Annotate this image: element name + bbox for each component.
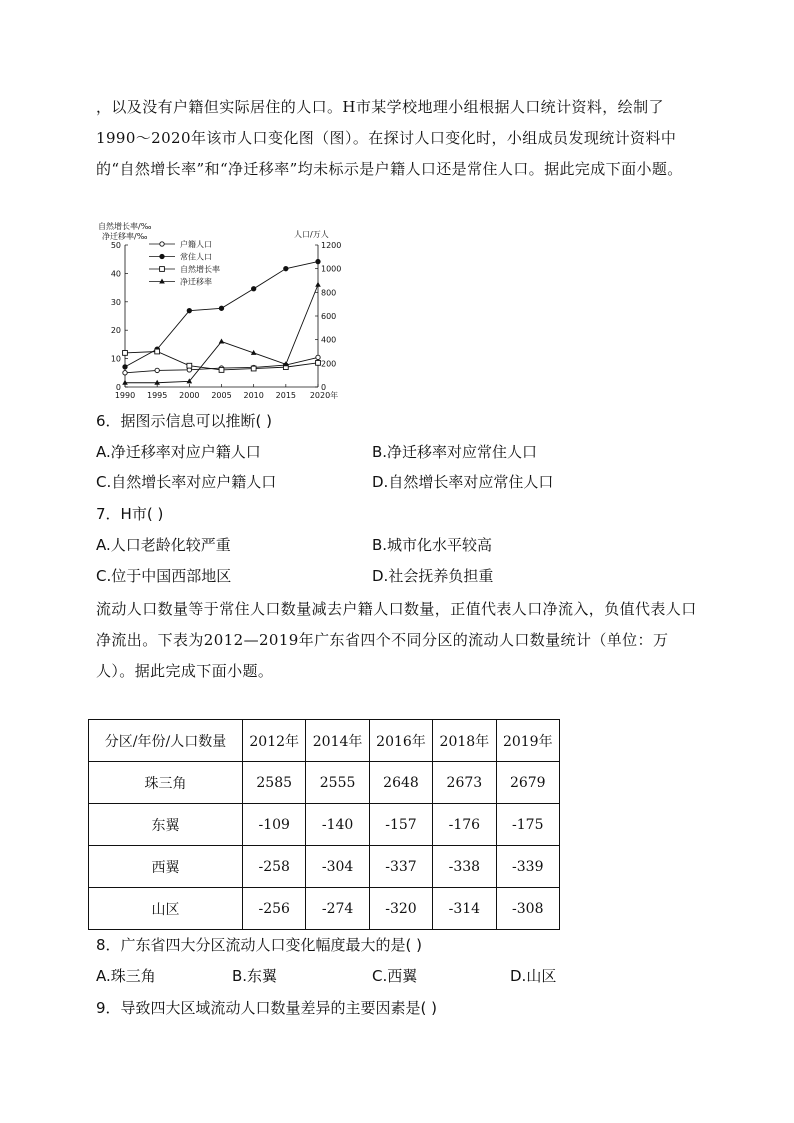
x-tick-label: 2020年 <box>309 391 339 400</box>
q7-option-c[interactable]: C.位于中国西部地区 <box>96 567 232 585</box>
data-point <box>160 267 165 272</box>
table-cell: -337 <box>369 846 432 888</box>
table-cell-region: 东翼 <box>89 804 243 846</box>
q8-option-a[interactable]: A.珠三角 <box>96 967 156 985</box>
q6-option-a[interactable]: A.净迁移率对应户籍人口 <box>96 443 261 461</box>
right-tick-label: 1200 <box>321 241 342 250</box>
intro-paragraph: ，以及没有户籍但实际居住的人口。H市某学校地理小组根据人口统计资料，绘制了1990～2020年该市人口变化图（图）。在探讨人口变化时，小组成员发现统计资料中的“自然增长率”和“净迁移率”均未标示是户籍人口还是常住人口。据此完成下面小题。 <box>96 98 683 178</box>
table-cell: -109 <box>243 804 306 846</box>
left-tick-label: 30 <box>110 297 121 307</box>
data-point <box>219 306 223 310</box>
q8-option-d[interactable]: D.山区 <box>510 967 557 985</box>
question-9-stem: 9．导致四大区域流动人口数量差异的主要因素是( ) <box>96 999 438 1017</box>
table-header-cell: 2019年 <box>496 720 559 762</box>
right-tick-label: 800 <box>321 288 337 298</box>
data-point <box>316 355 320 359</box>
legend-label: 自然增长率 <box>180 265 220 274</box>
data-point <box>123 351 128 356</box>
x-tick-label: 2015 <box>275 391 297 400</box>
table-cell: 2679 <box>496 762 559 804</box>
question-8-stem: 8．广东省四大分区流动人口变化幅度最大的是( ) <box>96 936 423 954</box>
left-tick-label: 20 <box>110 326 121 336</box>
q8-option-b[interactable]: B.东翼 <box>232 967 278 985</box>
x-tick-label: 2000 <box>179 391 200 400</box>
data-point <box>219 339 225 344</box>
q6-option-b[interactable]: B.净迁移率对应常住人口 <box>372 443 538 461</box>
table-header-row <box>89 720 560 762</box>
q8-option-c[interactable]: C.西翼 <box>372 967 418 985</box>
table-cell: -339 <box>496 846 559 888</box>
data-point <box>315 282 321 287</box>
table-row <box>89 804 560 846</box>
x-tick-label: 2005 <box>211 391 232 400</box>
data-point <box>251 287 255 291</box>
q7-option-d[interactable]: D.社会抚养负担重 <box>372 567 494 585</box>
chart-axes <box>111 241 342 400</box>
data-point <box>160 254 164 258</box>
q6-option-d[interactable]: D.自然增长率对应常住人口 <box>372 473 554 491</box>
q6-option-c[interactable]: C.自然增长率对应户籍人口 <box>96 473 277 491</box>
table-cell: -308 <box>496 888 559 930</box>
legend-label: 净迁移率 <box>180 277 212 287</box>
table-cell: -304 <box>306 846 369 888</box>
data-point <box>159 279 165 284</box>
data-point <box>187 308 191 312</box>
table-row <box>89 888 560 930</box>
table-header-cell: 2014年 <box>306 720 369 762</box>
floating-population-table <box>88 719 560 930</box>
right-tick-label: 1000 <box>321 264 342 274</box>
table-cell: 2585 <box>243 762 306 804</box>
table-row <box>89 846 560 888</box>
table-cell: -274 <box>306 888 369 930</box>
data-point <box>123 371 127 375</box>
data-point <box>187 363 192 368</box>
data-point <box>155 349 160 354</box>
table-cell: -157 <box>369 804 432 846</box>
legend-item <box>149 252 212 262</box>
right-tick-label: 0 <box>321 383 327 392</box>
table-cell-region: 山区 <box>89 888 243 930</box>
left-tick-label: 10 <box>110 354 121 364</box>
data-point <box>316 259 320 263</box>
table-cell: 2648 <box>369 762 432 804</box>
left-tick-label: 0 <box>115 383 121 392</box>
table-cell: -258 <box>243 846 306 888</box>
data-point <box>284 266 288 270</box>
intro-paragraph-2: 流动人口数量等于常住人口数量减去户籍人口数量，正值代表人口净流入，负值代表人口净流出。下表为2012—2019年广东省四个不同分区的流动人口数量统计（单位：万人）。据此完成下面小题。 <box>96 600 697 680</box>
left-axis-label-1: 自然增长率/‰ <box>98 222 152 231</box>
x-tick-label: 2010 <box>243 391 264 400</box>
left-tick-label: 50 <box>110 241 121 250</box>
x-tick-label: 1995 <box>146 391 168 400</box>
left-axis-label-2: 净迁移率/‰ <box>102 232 148 241</box>
table-header-cell: 分区/年份/人口数量 <box>89 720 243 762</box>
table-cell: -338 <box>433 846 496 888</box>
right-axis-label: 人口/万人 <box>294 230 329 239</box>
table-header-cell: 2016年 <box>369 720 432 762</box>
x-tick-label: 1990 <box>114 391 136 400</box>
legend-label: 常住人口 <box>180 252 212 262</box>
left-tick-label: 40 <box>110 269 121 279</box>
table-cell: -175 <box>496 804 559 846</box>
table-cell: -256 <box>243 888 306 930</box>
data-point <box>316 360 321 365</box>
chart-series <box>122 259 321 384</box>
population-chart <box>96 220 342 402</box>
data-point <box>123 365 127 369</box>
legend-item <box>149 264 220 274</box>
table-cell-region: 珠三角 <box>89 762 243 804</box>
data-point <box>155 368 159 372</box>
data-point <box>160 242 164 246</box>
table-header-cell: 2018年 <box>433 720 496 762</box>
legend-item <box>149 277 212 287</box>
right-tick-label: 600 <box>321 312 337 321</box>
q7-option-b[interactable]: B.城市化水平较高 <box>372 536 493 554</box>
legend-label: 户籍人口 <box>180 240 212 249</box>
legend-item <box>149 239 212 249</box>
table-header-cell: 2012年 <box>243 720 306 762</box>
data-point <box>219 368 224 373</box>
table-cell: 2673 <box>433 762 496 804</box>
series-line <box>125 262 318 367</box>
table-cell-region: 西翼 <box>89 846 243 888</box>
data-point <box>122 380 128 385</box>
table-cell: -140 <box>306 804 369 846</box>
question-6-stem: 6．据图示信息可以推断( ) <box>96 412 273 430</box>
chart-legend <box>149 239 220 287</box>
table-cell: -320 <box>369 888 432 930</box>
table-row <box>89 762 560 804</box>
q7-option-a[interactable]: A.人口老龄化较严重 <box>96 536 231 554</box>
right-tick-label: 400 <box>321 335 337 345</box>
table-cell: 2555 <box>306 762 369 804</box>
question-7-stem: 7．H市( ) <box>96 505 164 523</box>
data-point <box>251 366 256 371</box>
table-cell: -314 <box>433 888 496 930</box>
table-cell: -176 <box>433 804 496 846</box>
right-tick-label: 200 <box>321 359 337 369</box>
